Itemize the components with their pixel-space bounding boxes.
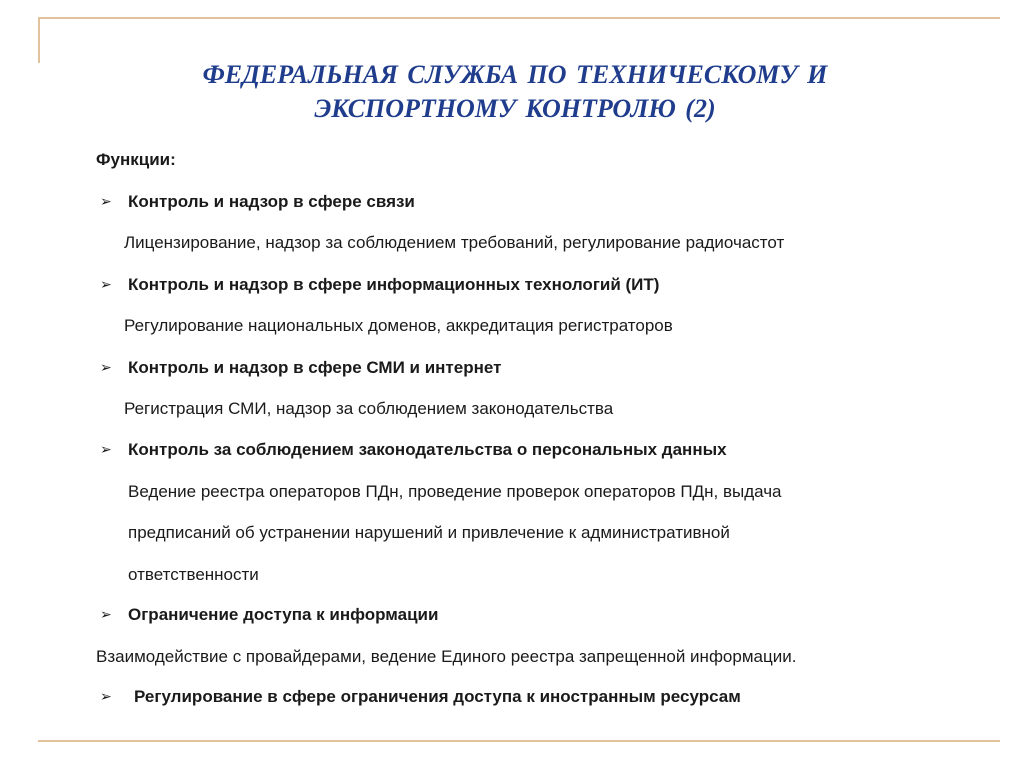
- frame-top-line: [38, 17, 1000, 19]
- item-title: Контроль за соблюдением законодательства о персональных данных: [128, 440, 727, 459]
- frame-bottom-line: [38, 740, 1000, 742]
- item-title: Ограничение доступа к информации: [128, 605, 439, 624]
- item-title: Контроль и надзор в сфере связи: [128, 192, 415, 211]
- arrow-bullet-icon: ➢: [100, 607, 112, 623]
- frame-left-line: [38, 17, 40, 63]
- item-title: Контроль и надзор в сфере СМИ и интернет: [128, 358, 502, 377]
- arrow-bullet-icon: ➢: [100, 194, 112, 210]
- item-description: предписаний об устранении нарушений и привлечение к административной: [128, 523, 730, 542]
- arrow-bullet-icon: ➢: [100, 442, 112, 458]
- item-title: Контроль и надзор в сфере информационных технологий (ИТ): [128, 275, 660, 294]
- slide-title-line-2: ЭКСПОРТНОМУ КОНТРОЛЮ (2): [314, 94, 716, 123]
- item-description: Лицензирование, надзор за соблюдением требований, регулирование радиочастот: [124, 233, 785, 252]
- slide-title: [90, 58, 940, 126]
- arrow-bullet-icon: ➢: [100, 360, 112, 376]
- slide-title-line-1: ФЕДЕРАЛЬНАЯ СЛУЖБА ПО ТЕХНИЧЕСКОМУ И: [202, 60, 828, 89]
- item-description: Взаимодействие с провайдерами, ведение Единого реестра запрещенной информации.: [96, 647, 797, 666]
- item-title: Регулирование в сфере ограничения доступа к иностранным ресурсам: [134, 687, 741, 706]
- item-description: Регулирование национальных доменов, аккредитация регистраторов: [124, 316, 673, 335]
- arrow-bullet-icon: ➢: [100, 689, 112, 705]
- item-description: Ведение реестра операторов ПДн, проведение проверок операторов ПДн, выдача: [128, 482, 782, 501]
- arrow-bullet-icon: ➢: [100, 277, 112, 293]
- item-description: ответственности: [128, 565, 259, 584]
- functions-heading: Функции:: [96, 150, 176, 169]
- item-description: Регистрация СМИ, надзор за соблюдением законодательства: [124, 399, 614, 418]
